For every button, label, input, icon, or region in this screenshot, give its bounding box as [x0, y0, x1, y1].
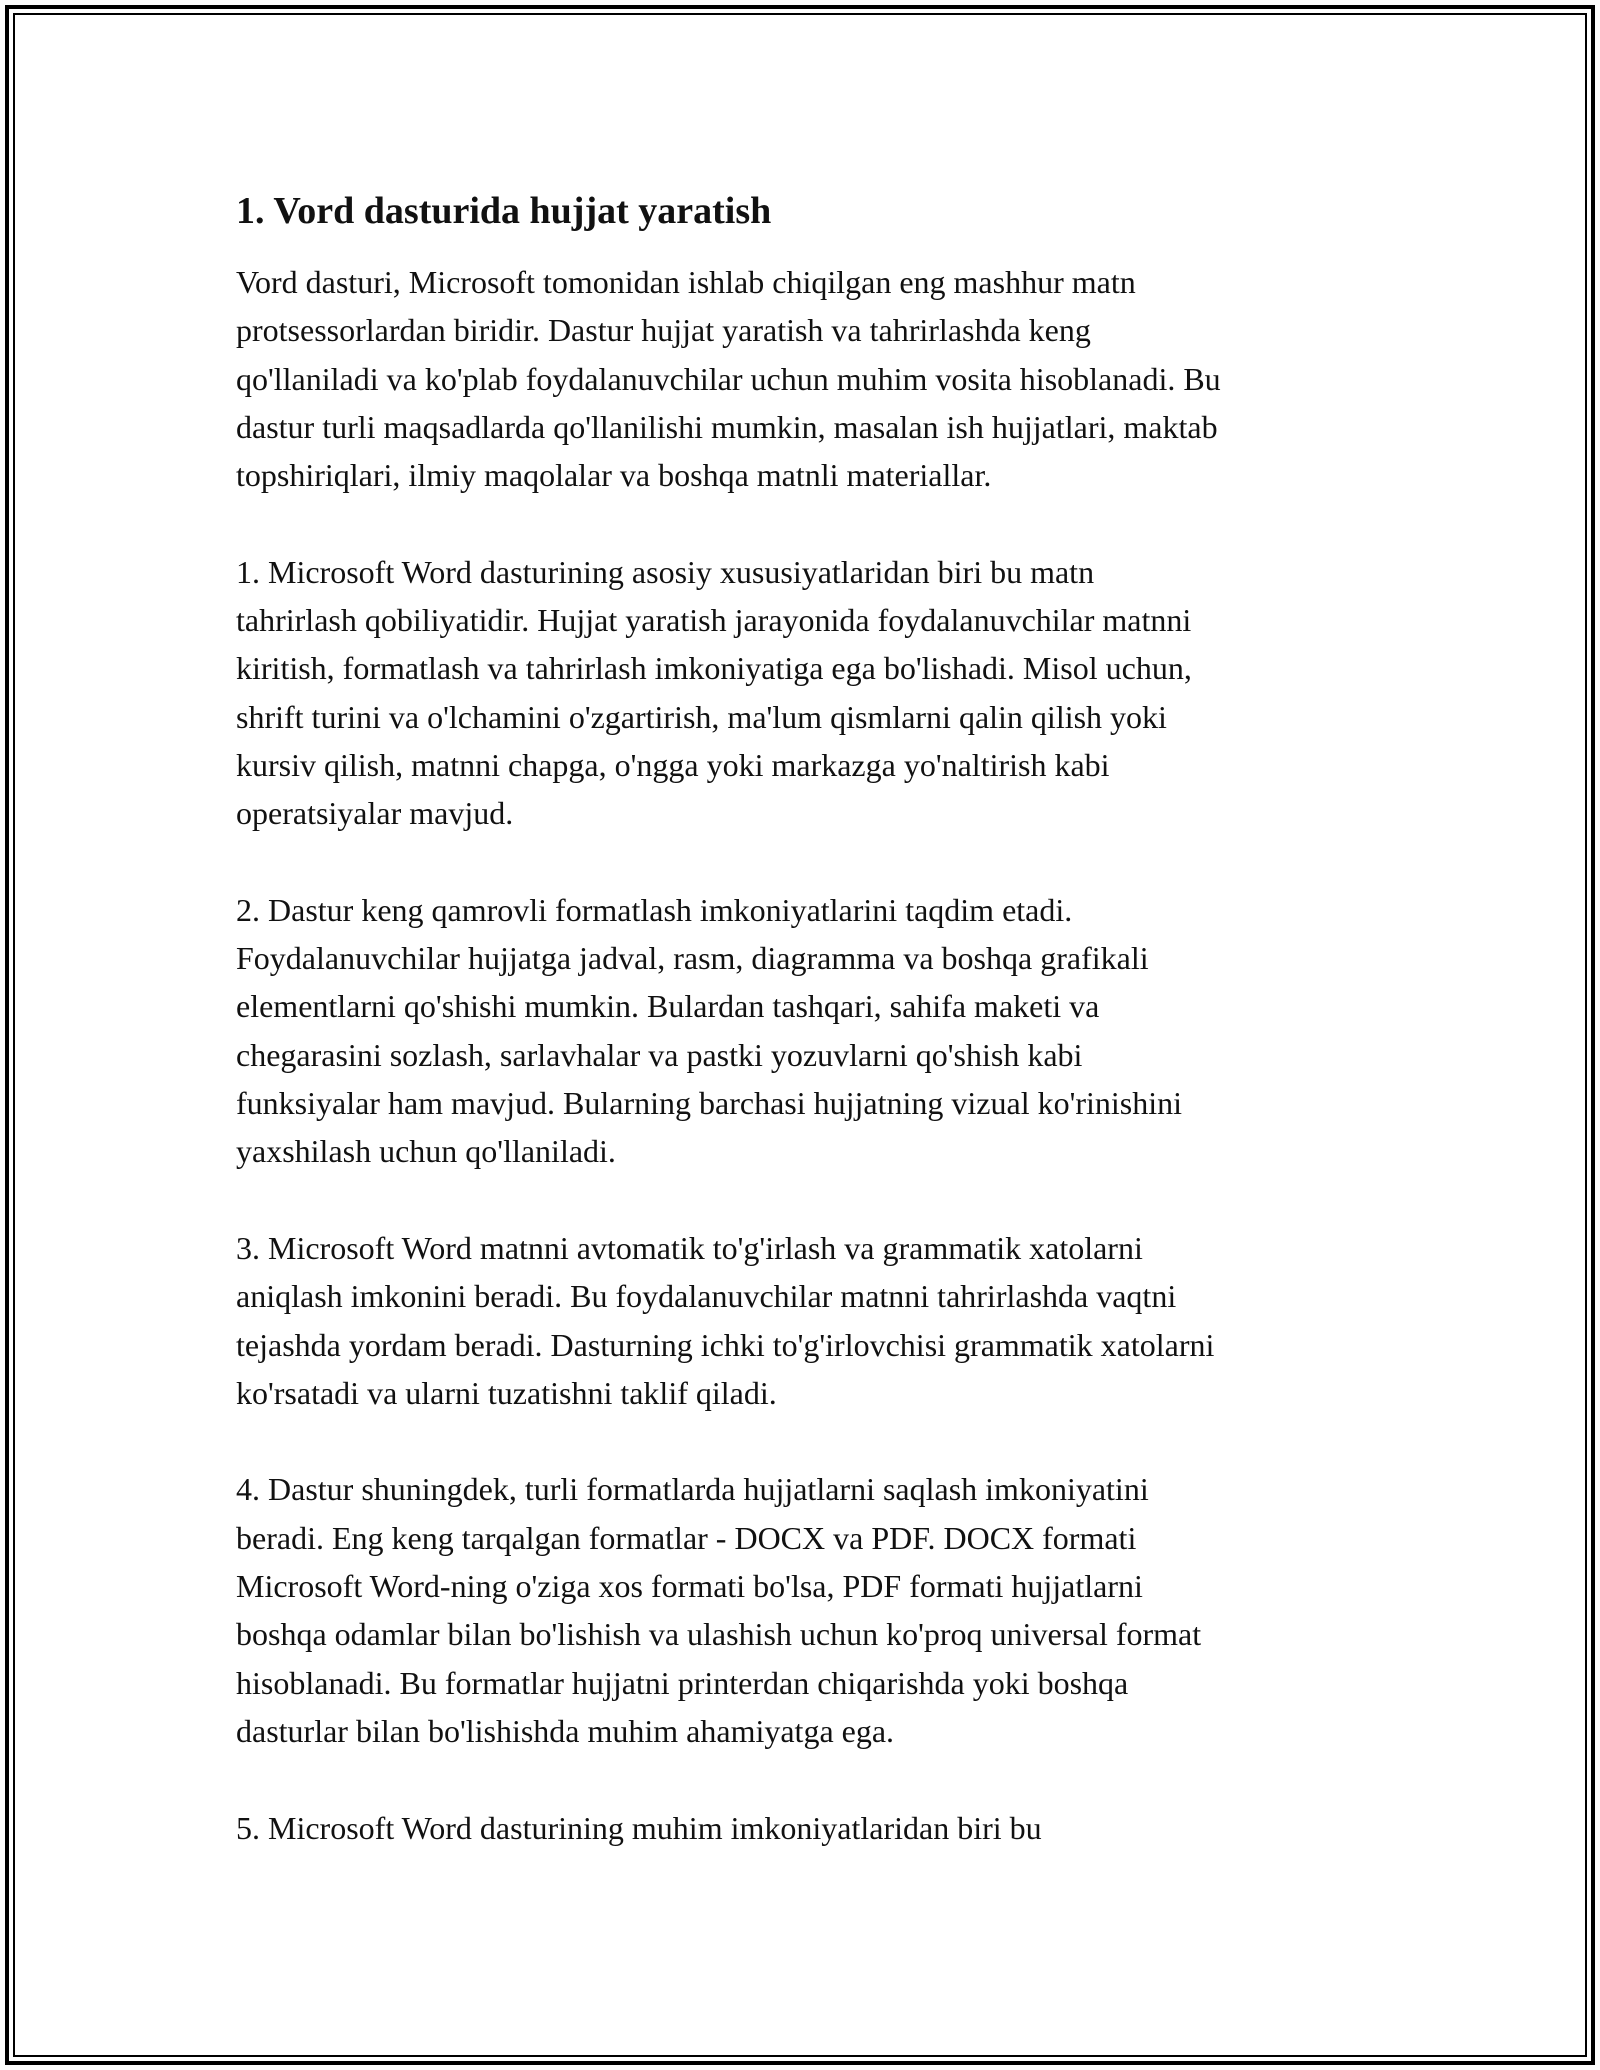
- paragraph-item-1: 1. Microsoft Word dasturining asosiy xususiyatlaridan biri bu matn tahrirlash qobiliyatidir. Hujjat yaratish jarayonida foydalanuvchilar matnni kiritish, formatlash va tahrirlash imkoniyatiga ega bo'lishadi. Misol uchun, shrift turini va o'lchamini o'zgartirish, ma'lum qismlarni qalin qilish yoki kursiv qilish, matnni chapga, o'ngga yoki markazga yo'naltirish kabi operatsiyalar mavjud.: [236, 553, 1192, 832]
- document-title: 1. Vord dasturida hujjat yaratish: [236, 190, 772, 232]
- paragraph-item-5: 5. Microsoft Word dasturining muhim imkoniyatlaridan biri bu: [236, 1809, 1042, 1846]
- paragraph-intro: Vord dasturi, Microsoft tomonidan ishlab chiqilgan eng mashhur matn protsessorlardan biridir. Dastur hujjat yaratish va tahrirlashda keng qo'llaniladi va ko'plab foydalanuvchilar uchun muhim vosita hisoblanadi. Bu dastur turli maqsadlarda qo'llanilishi mumkin, masalan ish hujjatlari, maktab topshiriqlari, ilmiy maqolalar va boshqa matnli materiallar.: [236, 264, 1221, 494]
- paragraph-item-4: 4. Dastur shuningdek, turli formatlarda hujjatlarni saqlash imkoniyatini beradi. Eng keng tarqalgan formatlar - DOCX va PDF. DOCX formati Microsoft Word-ning o'ziga xos formati bo'lsa, PDF formati hujjatlarni boshqa odamlar bilan bo'lishish va ulashish uchun ko'proq universal format hisoblanadi. Bu formatlar hujjatni printerdan chiqarishda yoki boshqa dasturlar bilan bo'lishishda muhim ahamiyatga ega.: [236, 1471, 1202, 1749]
- paragraph-item-3: 3. Microsoft Word matnni avtomatik to'g'irlash va grammatik xatolarni aniqlash imkonini beradi. Bu foydalanuvchilar matnni tahrirlashda vaqtni tejashda yordam beradi. Dasturning ichki to'g'irlovchisi grammatik xatolarni ko'rsatadi va ularni tuzatishni taklif qiladi.: [236, 1229, 1215, 1411]
- document-body: [236, 186, 1386, 1900]
- paragraph-item-2: 2. Dastur keng qamrovli formatlash imkoniyatlarini taqdim etadi. Foydalanuvchilar hujjatga jadval, rasm, diagramma va boshqa grafikali elementlarni qo'shishi mumkin. Bulardan tashqari, sahifa maketi va chegarasini sozlash, sarlavhalar va pastki yozuvlarni qo'shish kabi funksiyalar ham mavjud. Bularning barchasi hujjatning vizual ko'rinishini yaxshilash uchun qo'llaniladi.: [236, 891, 1183, 1170]
